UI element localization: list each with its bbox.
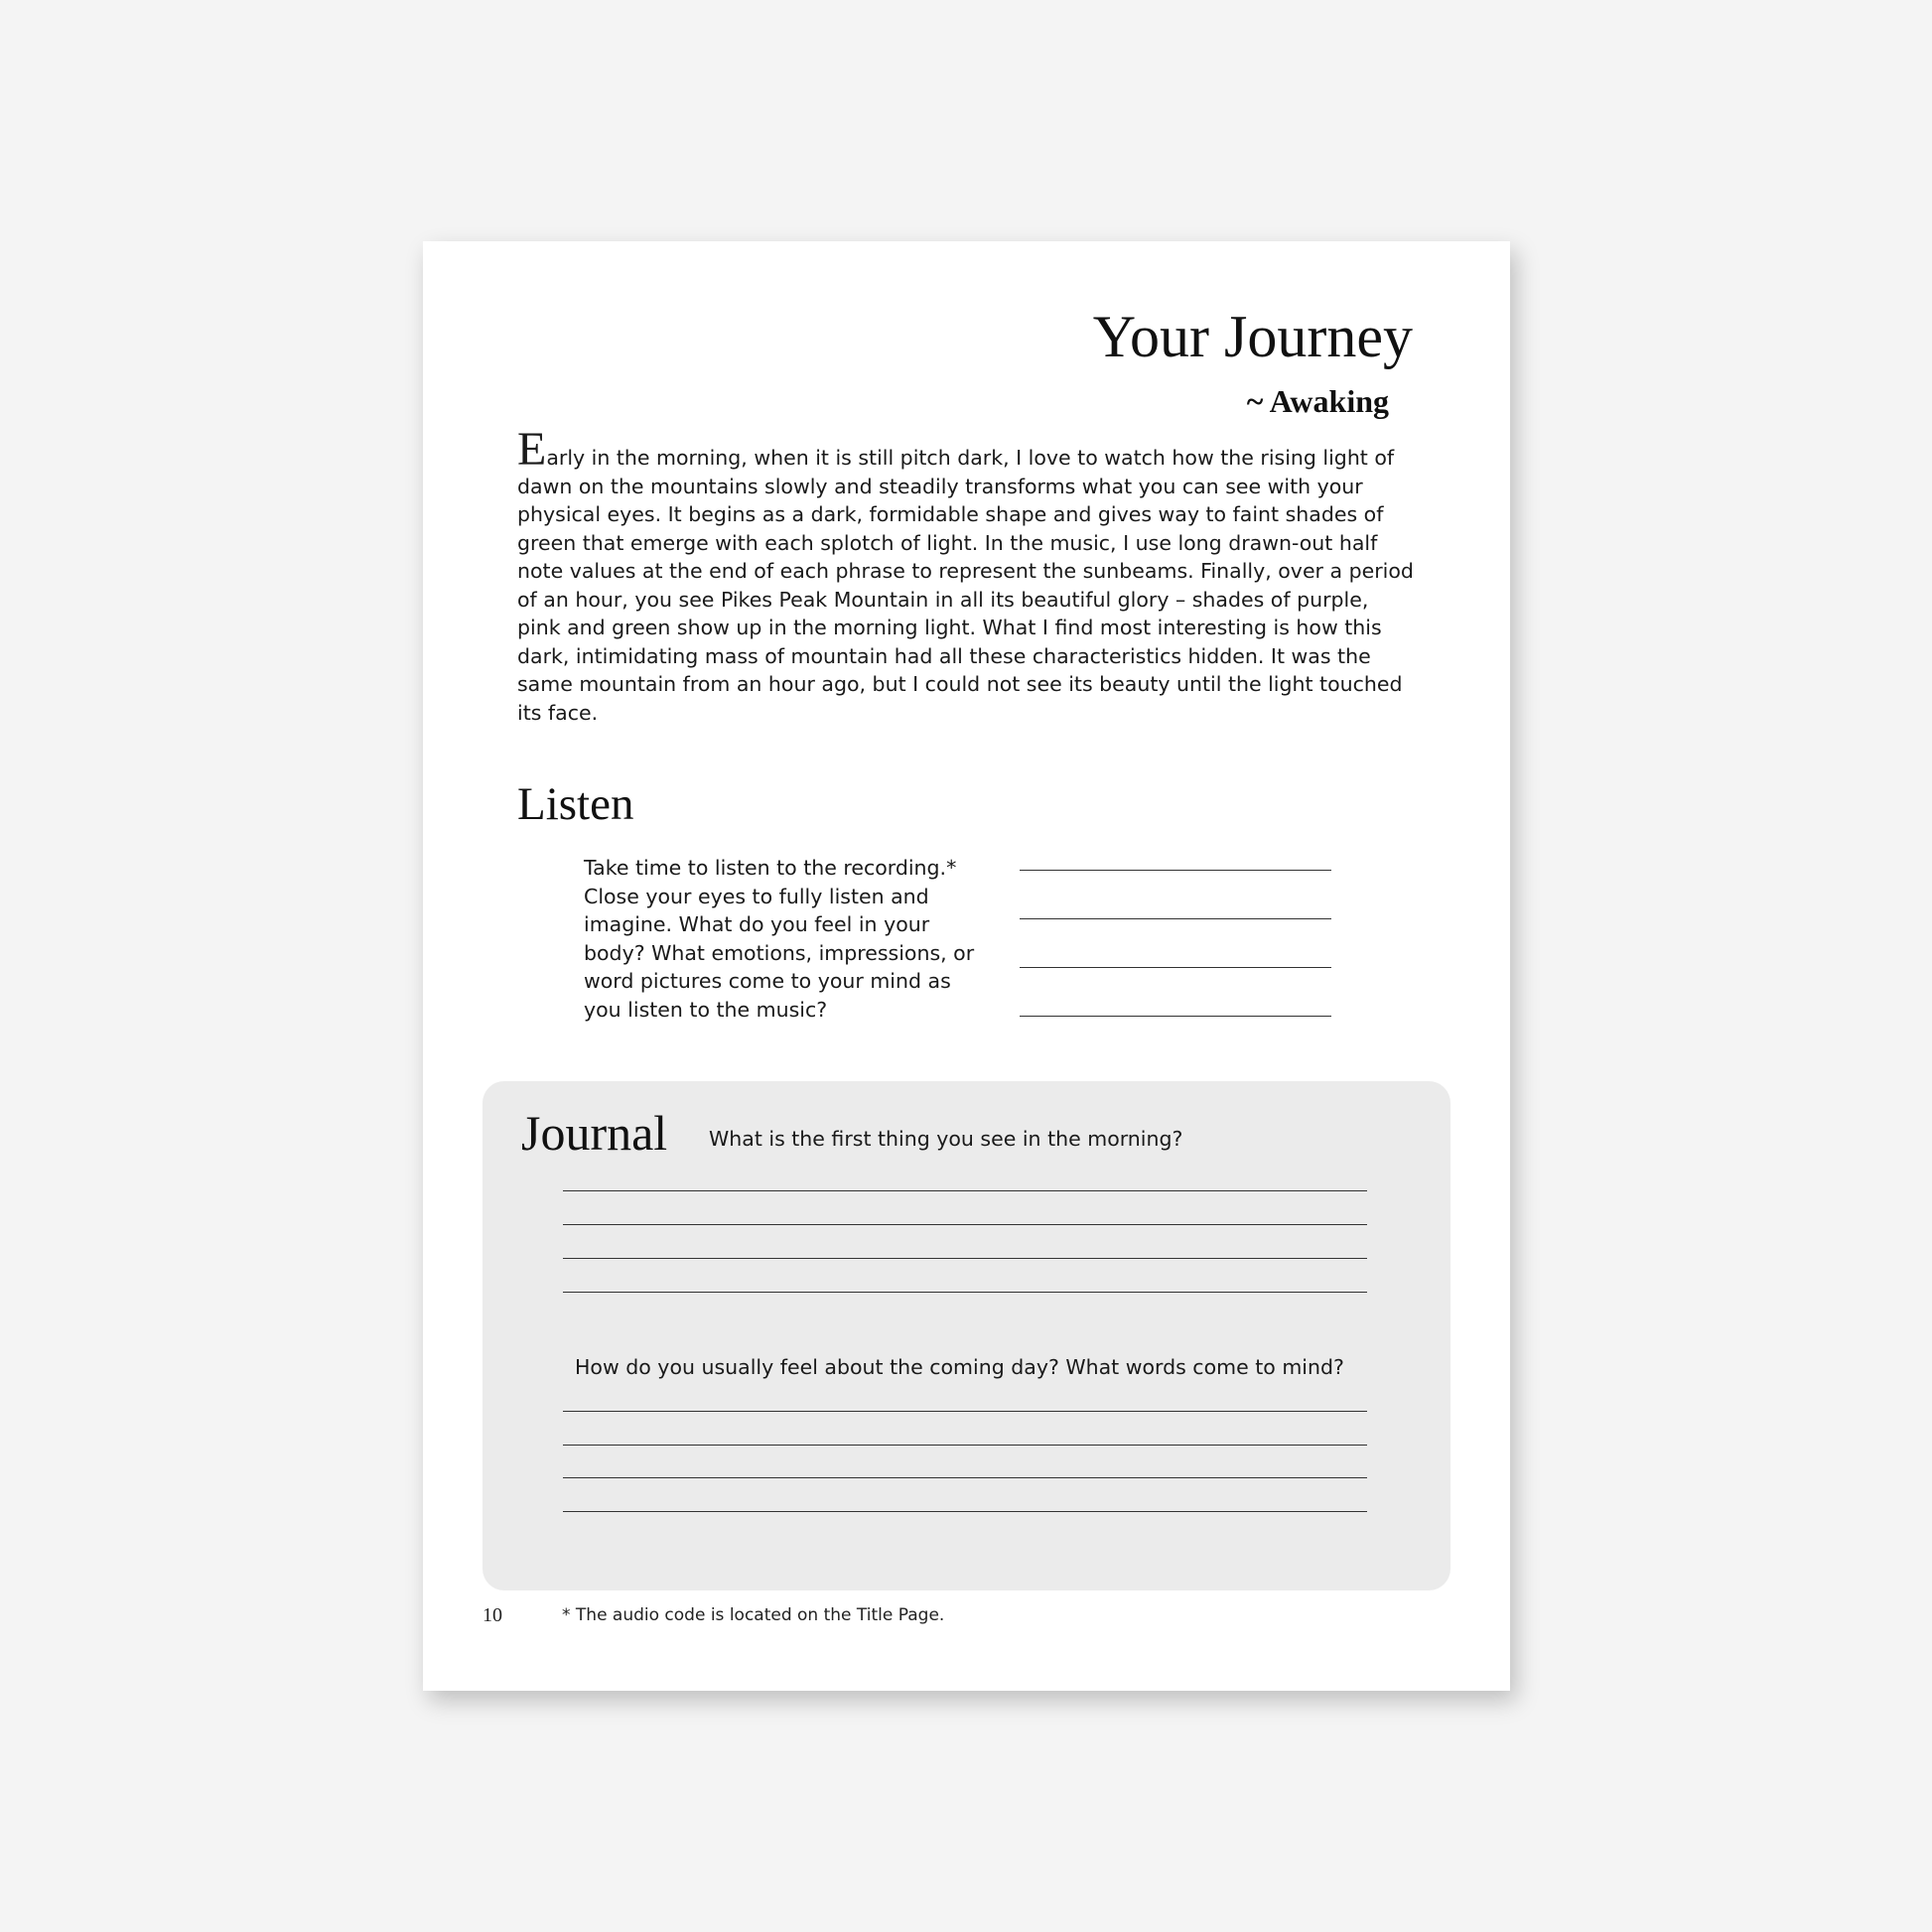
journal-question-1: What is the first thing you see in the morning? (709, 1127, 1183, 1151)
writing-line[interactable] (563, 1477, 1367, 1478)
listen-heading: Listen (517, 778, 634, 830)
drop-cap: E (517, 423, 547, 476)
writing-line[interactable] (1020, 870, 1331, 871)
listen-instructions: Take time to listen to the recording.* Close your eyes to fully listen and imagine. What do you feel in your body? What emotions, impressions, or word pictures come to your mind as you listen to the music? (584, 856, 975, 1022)
writing-line[interactable] (563, 1445, 1367, 1446)
writing-line[interactable] (563, 1411, 1367, 1412)
writing-line[interactable] (1020, 1016, 1331, 1017)
footnote: * The audio code is located on the Title Page. (562, 1605, 945, 1625)
page-number: 10 (483, 1604, 502, 1626)
document-page (423, 241, 1510, 1691)
journal-question-2: How do you usually feel about the coming day? What words come to mind? (575, 1355, 1344, 1379)
page-subtitle: ~ Awaking (1246, 383, 1389, 419)
writing-line[interactable] (563, 1224, 1367, 1225)
intro-text: arly in the morning, when it is still pitch dark, I love to watch how the rising light of dawn on the mountains slowly and steadily transforms what you can see with your physical eyes. It begins as a dark, formidable shape and gives way to faint shades of green that emerge with each splotch of light. In the music, I use long drawn-out half note values at the end of each phrase to represent the sunbeams. Finally, over a period of an hour, you see Pikes Peak Mountain in all its beautiful glory – shades of purple, pink and green show up in the morning light. What I find most interesting is how this dark, intimidating mass of mountain had all these characteristics hidden. It was the same mountain from an hour ago, but I could not see its beauty until the light touched its face. (517, 446, 1414, 725)
writing-line[interactable] (563, 1511, 1367, 1512)
writing-line[interactable] (1020, 918, 1331, 919)
writing-line[interactable] (1020, 967, 1331, 968)
page-title: Your Journey (1092, 304, 1413, 369)
journal-section (483, 1081, 1450, 1590)
writing-line[interactable] (563, 1190, 1367, 1191)
writing-line[interactable] (563, 1292, 1367, 1293)
intro-paragraph (517, 423, 1416, 727)
writing-line[interactable] (563, 1258, 1367, 1259)
journal-heading: Journal (521, 1105, 668, 1161)
